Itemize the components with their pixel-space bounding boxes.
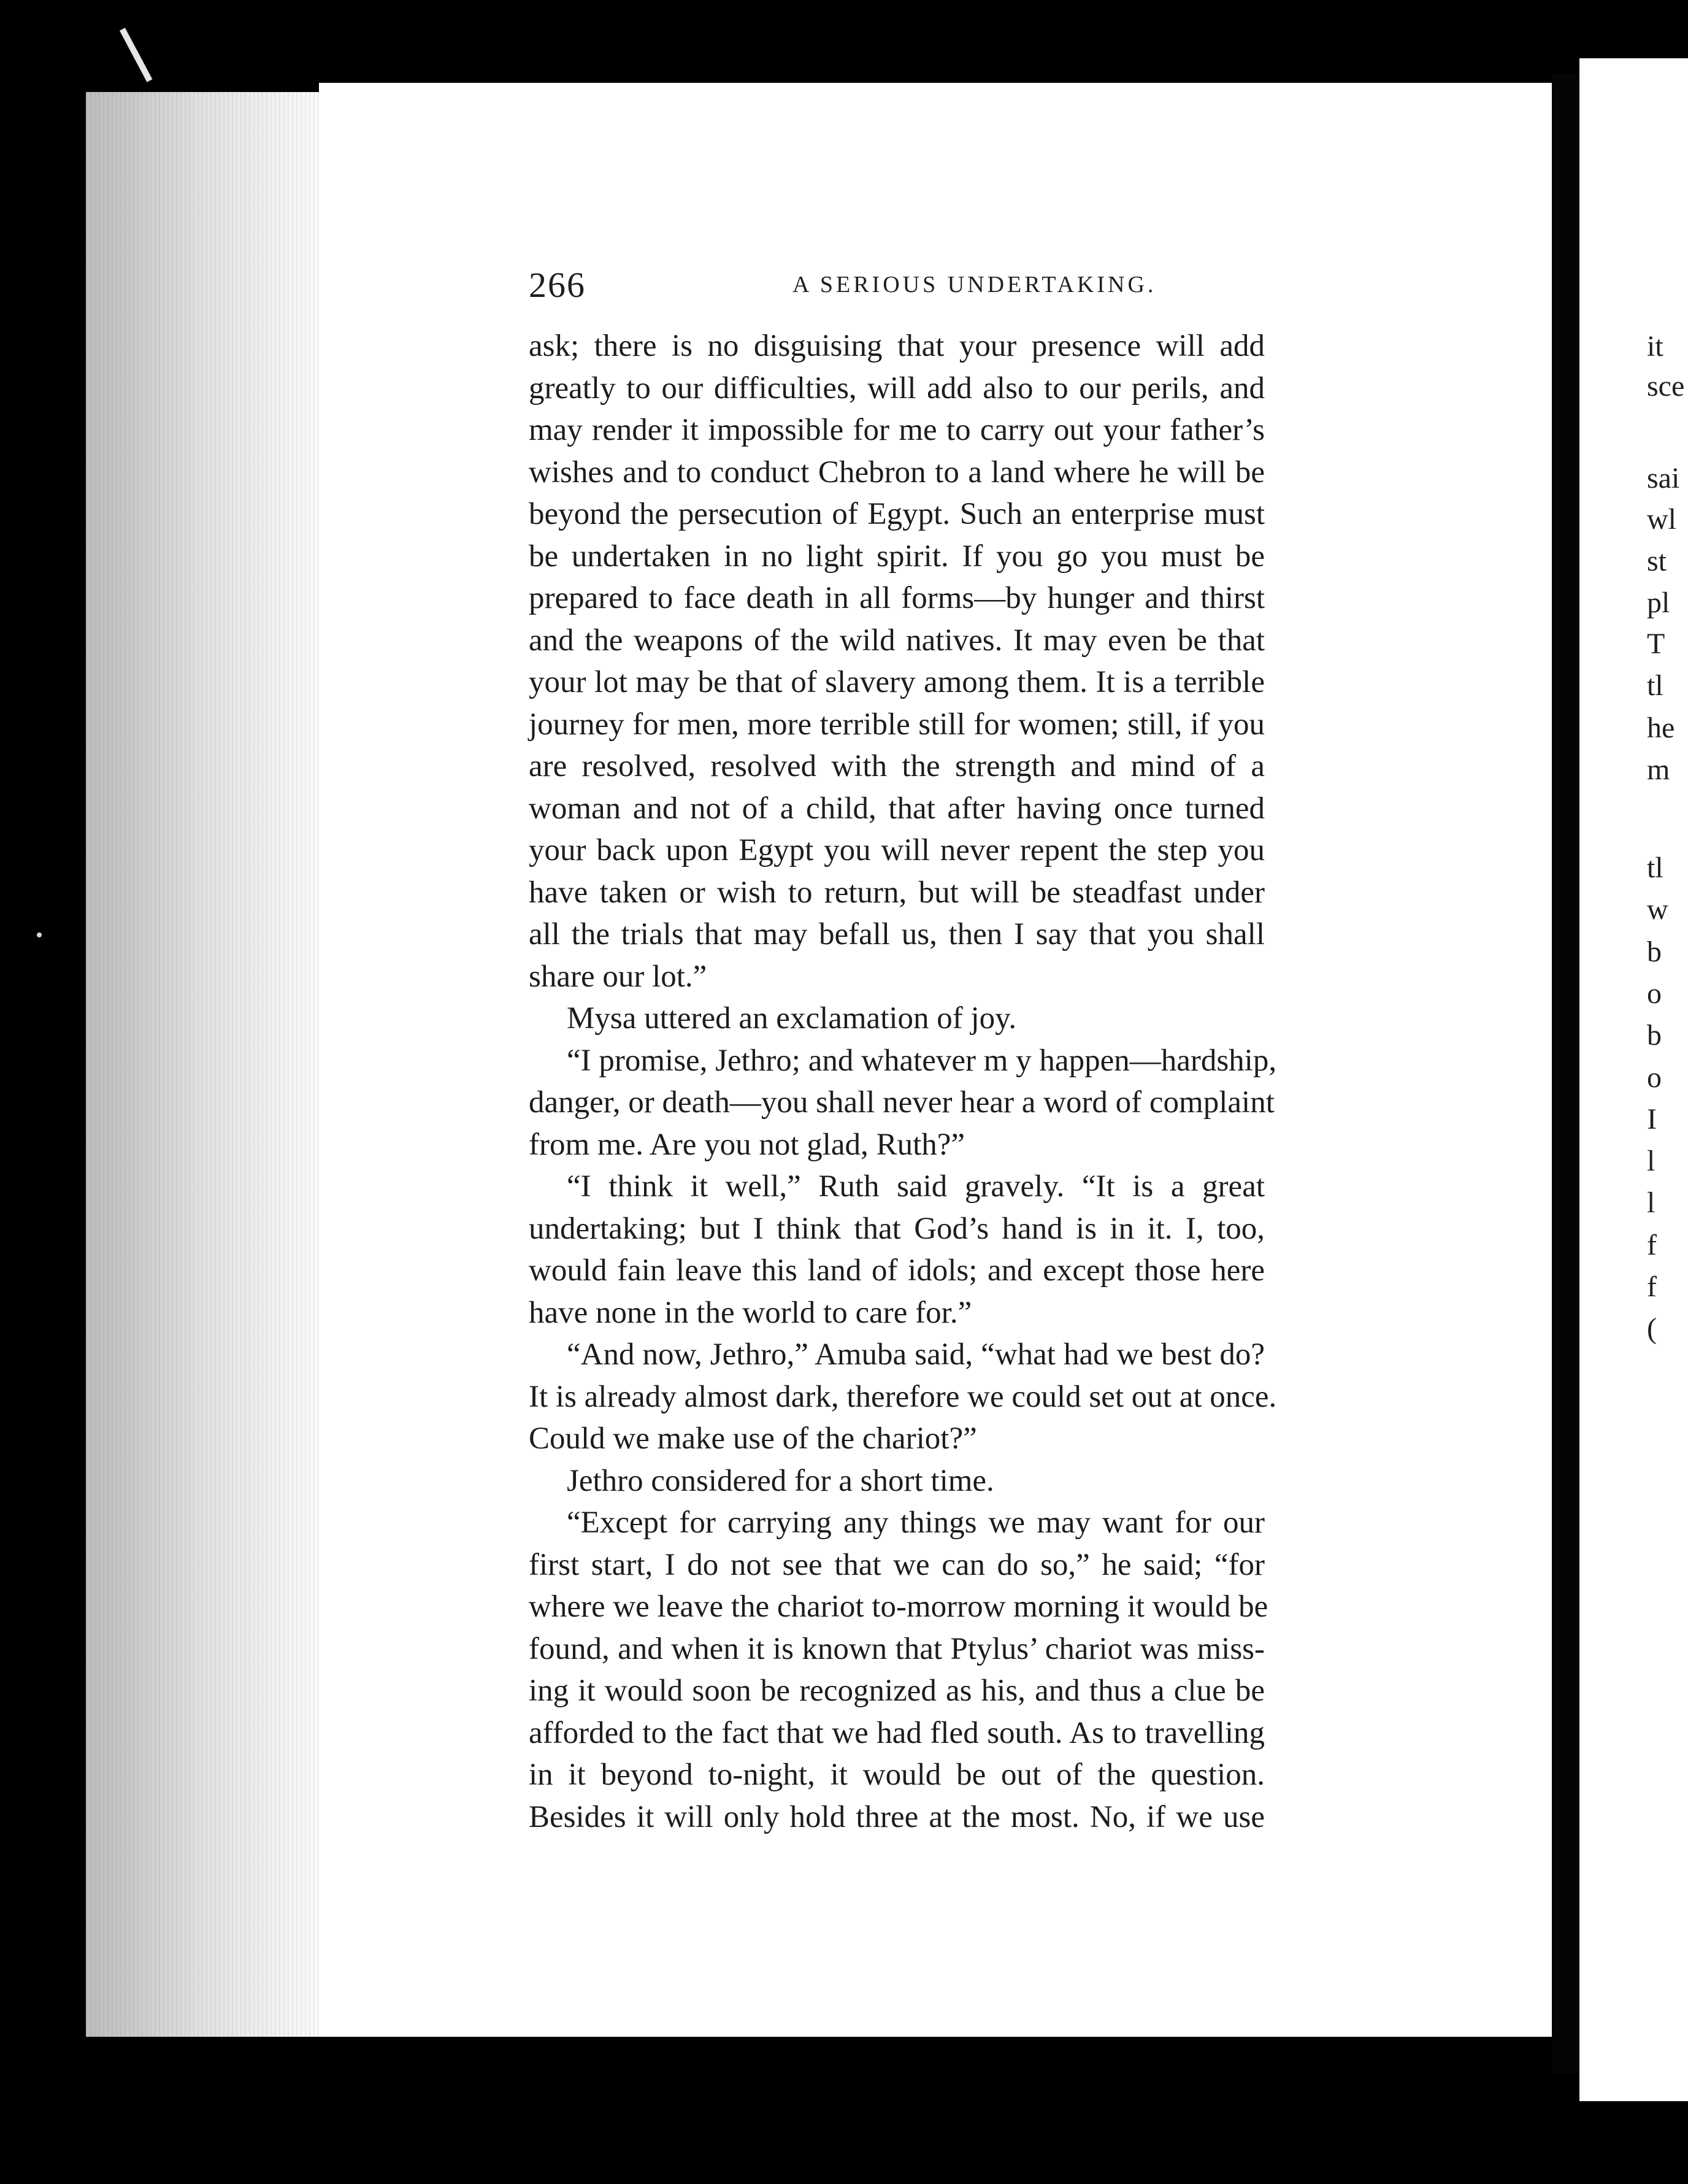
book-gutter: [1552, 74, 1579, 2074]
facing-page-fragment: T: [1647, 628, 1665, 660]
facing-page-fragment: f: [1647, 1229, 1657, 1261]
paragraph-start-line: “And now, Jethro,” Amuba said, “what had we best do?: [567, 1337, 1265, 1372]
text-line: have none in the world to care for.”: [529, 1295, 972, 1330]
text-line: may render it impossible for me to carry out your father’s: [529, 413, 1265, 447]
paragraph-start-line: “I promise, Jethro; and whatever m y happen—hardship,: [567, 1043, 1277, 1078]
running-header: [529, 258, 1253, 313]
text-line: journey for men, more terrible still for women; still, if you: [529, 707, 1265, 742]
text-line: It is already almost dark, therefore we could set out at once.: [529, 1379, 1277, 1414]
facing-page-fragment: tl: [1647, 852, 1663, 884]
facing-page-fragment: he: [1647, 712, 1675, 744]
paragraph-start-line: Jethro considered for a short time.: [567, 1463, 994, 1498]
text-line: ask; there is no disguising that your presence will add: [529, 329, 1265, 363]
text-line: greatly to our difficulties, will add also to our perils, and: [529, 371, 1265, 406]
paragraph-start-line: “I think it well,” Ruth said gravely. “It is a great: [567, 1169, 1265, 1204]
text-line: your back upon Egypt you will never repent the step you: [529, 833, 1265, 867]
facing-page-fragment: st: [1647, 545, 1667, 577]
facing-page-fragment: b: [1647, 1019, 1662, 1052]
facing-page-fragment: it: [1647, 330, 1663, 363]
text-line: all the trials that may befall us, then I say that you shall: [529, 917, 1265, 952]
facing-page-fragment: b: [1647, 936, 1662, 968]
scan-dust-speck: [37, 932, 42, 937]
facing-page-fragment: o: [1647, 1061, 1662, 1094]
text-line: danger, or death—you shall never hear a word of complaint: [529, 1085, 1275, 1120]
book-page: [319, 83, 1552, 2037]
text-line: would fain leave this land of idols; and except those here: [529, 1253, 1265, 1288]
text-line: woman and not of a child, that after having once turned: [529, 791, 1265, 826]
text-line: ing it would soon be recognized as his, and thus a clue be: [529, 1674, 1265, 1708]
running-title: A SERIOUS UNDERTAKING.: [792, 272, 1157, 298]
text-line: Could we make use of the chariot?”: [529, 1421, 977, 1456]
paragraph-start-line: Mysa uttered an exclamation of joy.: [567, 1001, 1017, 1036]
text-line: undertaking; but I think that God’s hand is in it. I, too,: [529, 1211, 1265, 1246]
text-line: are resolved, resolved with the strength and mind of a: [529, 749, 1265, 783]
body-text: [529, 325, 1277, 1838]
facing-page-fragment: tl: [1647, 669, 1663, 702]
scan-mark-top-left: [120, 28, 152, 82]
facing-page-fragment: m: [1647, 753, 1670, 786]
facing-page-fragment: (: [1647, 1312, 1657, 1345]
text-line: be undertaken in no light spirit. If you go you must be: [529, 539, 1265, 574]
facing-page-fragment: o: [1647, 977, 1662, 1010]
text-line: found, and when it is known that Ptylus’ chariot was miss-: [529, 1631, 1265, 1666]
facing-page-fragment: wl: [1647, 503, 1676, 536]
page-edges-stack: [86, 92, 325, 2037]
facing-page-fragment: pl: [1647, 586, 1670, 619]
facing-page-fragment: sai: [1647, 462, 1680, 494]
text-line: Besides it will only hold three at the most. No, if we use: [529, 1799, 1265, 1834]
text-line: first start, I do not see that we can do so,” he said; “for: [529, 1547, 1265, 1582]
facing-page-fragment: I: [1647, 1103, 1657, 1136]
facing-page-fragment: w: [1647, 893, 1668, 926]
text-line: share our lot.”: [529, 959, 707, 994]
facing-page-fragment: sce: [1647, 370, 1685, 402]
facing-page-fragment: f: [1647, 1271, 1657, 1303]
text-line: where we leave the chariot to-morrow morning it would be: [529, 1590, 1268, 1624]
paragraph-start-line: “Except for carrying any things we may want for our: [567, 1505, 1265, 1540]
facing-page-edge: [1579, 58, 1688, 2101]
text-line: wishes and to conduct Chebron to a land where he will be: [529, 455, 1265, 490]
facing-page-fragment: l: [1647, 1145, 1655, 1177]
text-line: in it beyond to-night, it would be out of the question.: [529, 1758, 1265, 1792]
text-line: afforded to the fact that we had fled south. As to travelling: [529, 1715, 1265, 1750]
facing-page-fragment: l: [1647, 1186, 1655, 1219]
text-line: and the weapons of the wild natives. It may even be that: [529, 623, 1265, 658]
text-line: prepared to face death in all forms—by hunger and thirst: [529, 581, 1265, 615]
text-line: beyond the persecution of Egypt. Such an enterprise must: [529, 497, 1265, 531]
text-line: your lot may be that of slavery among them. It is a terrible: [529, 665, 1265, 699]
page-number: 266: [529, 265, 586, 305]
text-line: from me. Are you not glad, Ruth?”: [529, 1127, 965, 1162]
text-line: have taken or wish to return, but will be steadfast under: [529, 875, 1265, 910]
